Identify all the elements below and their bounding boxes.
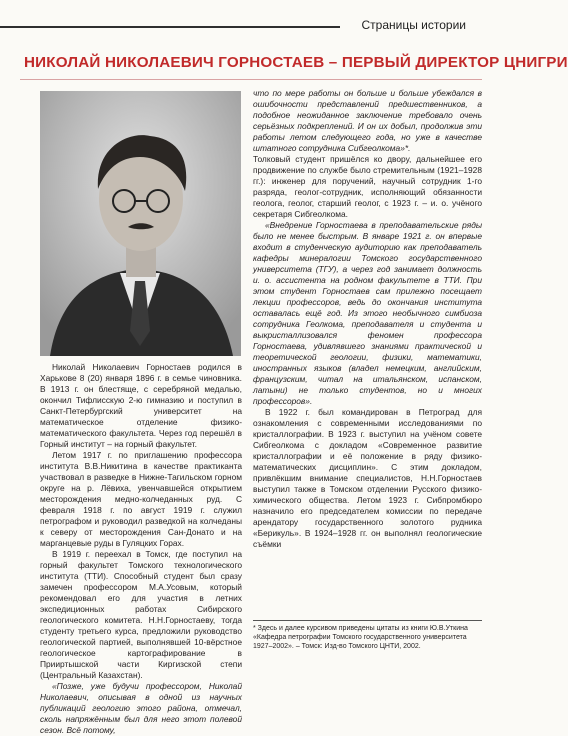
right-paragraph-4: В 1922 г. был командирован в Петроград для ознакомления с современными исследованиями по кристаллографии. В 1923 г. выступил на учёном совете Сибгеолкома с докладом «Современное развитие кристаллографии и её положение в ряду физико-математических дисциплин». С этим докладом, привлёкшим внимание специалистов, Н.Н.Горностаев выступил также в Томском отделении Русского физико-химического общества. Летом 1923 г. Сибпромбюро назначило его председателем комиссии по передаче арендатору государственного золотого рудника «Берикуль». В 1924–1928 гг. он выполнял геологические съёмки — [253, 407, 482, 549]
footnote: * Здесь и далее курсивом приведены цитаты из книги Ю.В.Уткина «Кафедра петрографии Томского государственного университета 1927–2002». – Томск: Изд-во Томского ЦНТИ, 2002. — [253, 620, 482, 651]
right-column — [253, 88, 482, 550]
left-paragraph-3: В 1919 г. переехал в Томск, где поступил на горный факультет Томского технологического института (ТТИ). Способный студент был сразу замечен профессором М.А.Усовым, который рекомендовал его для участия в летних экспедиционных работах Сибирского геологического комитета. Н.Н.Горностаеву, тогда студенту третьего курса, предложили руководство геологической партией, выполнявшей 10-вёрстное геологическое картографирование в Прииртышской части Киргизской степи (Центральный Казахстан). — [40, 549, 242, 680]
portrait-photo — [40, 91, 241, 356]
page-header — [0, 17, 500, 36]
header-rule — [0, 26, 340, 28]
section-label: Страницы истории — [361, 18, 466, 32]
left-column — [40, 362, 242, 736]
right-paragraph-1-quote: что по мере работы он больше и больше убеждался в ошибочности представлений предшественников, а подобное неожиданное заключение требовало очень серьёзных подкреплений. И он их добыл, продолжив эти работы летом следующего года, но уже в качестве штатного сотрудника Сибгеолкома»*. — [253, 88, 482, 153]
right-paragraph-3-quote: «Внедрение Горностаева в преподавательские ряды было не менее быстрым. В январе 1921 г. он впервые входит в студенческую аудиторию как преподаватель кафедры минералогии Томского государственного университета (ТГУ), а через год занимает должность и. о. ассистента на родном факультете в ТТИ. При этом студент Горностаев сам прилежно посещает лекции профессоров, ведь до окончания института оставалась ещё год. Из этого необычного симбиоза сотрудника Геолкома, преподавателя и студента и выкристаллизовался феномен профессора Горностаева, удивлявшего знаниями практической и теоретической геологии, физики, математики, иностранных языков (владел немецким, английским, французским, читал на итальянском, испанском, латыни) не только студентов, но и многих профессоров». — [253, 220, 482, 406]
title-rule — [20, 79, 482, 80]
article-title: НИКОЛАЙ НИКОЛАЕВИЧ ГОРНОСТАЕВ – ПЕРВЫЙ ДИРЕКТОР ЦНИГРИ — [24, 54, 568, 71]
left-paragraph-4-quote: «Позже, уже будучи профессором, Николай Николаевич, описывая в одной из научных публикаций геологию этого района, отмечал, сколь напряжённым был для него этот полевой сезон. Всё потому, — [40, 681, 242, 735]
left-paragraph-2: Летом 1917 г. по приглашению профессора института В.В.Никитина в качестве практиканта участвовал в разведке в Нижне-Тагильском горном округе на р. Лёвиха, увенчавшейся открытием месторождения медно-колчеданных руд. С февраля 1918 г. по август 1919 г. служил петрографом и руководил разведкой на колчеданы к северу от месторождения Сан-Донато и на марганцевые руды в Гуляцких Горах. — [40, 450, 242, 548]
portrait-illustration — [40, 91, 241, 356]
right-paragraph-2: Толковый студент пришёлся ко двору, дальнейшее его продвижение по службе было стремительным (1921–1928 гг.): инженер для поручений, научный сотрудник 1-го разряда, геолог-сотрудник, исполняющий обязанности геолога, геолог, старший геолог, с 1923 г. – и. о. учёного секретаря Сибгеолкома. — [253, 154, 482, 219]
left-paragraph-1: Николай Николаевич Горностаев родился в Харькове 8 (20) января 1896 г. в семье чиновника. В 1913 г. он блестяще, с серебряной медалью, окончил Тифлисскую 2-ю гимназию и поступил в Санкт-Петербургский университет на математическое отделение физико-математического факультета. Через год перешёл в Горный институт – на горный факультет. — [40, 362, 242, 449]
